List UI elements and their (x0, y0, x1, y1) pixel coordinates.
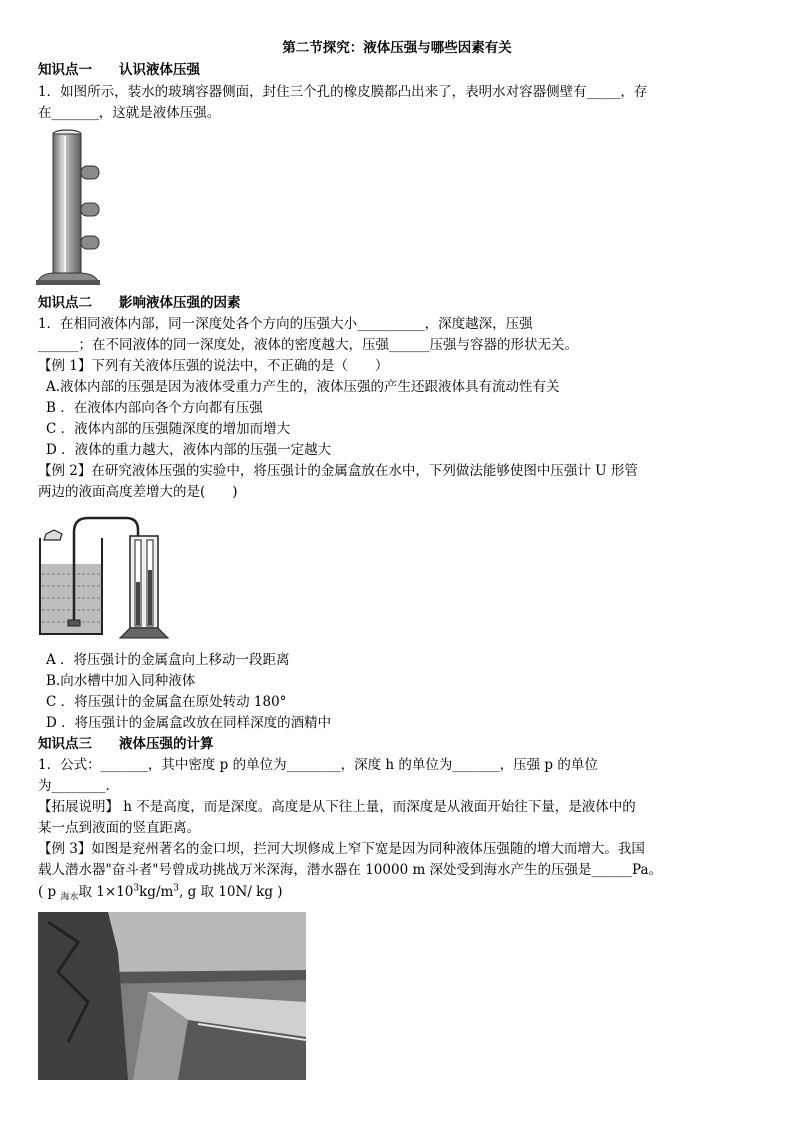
dam-photo (38, 912, 306, 1080)
k1-heading: 知识点一 认识液体压强 (38, 62, 200, 78)
k2-heading: 知识点二 影响液体压强的因素 (38, 295, 241, 311)
example1-stem: 【例 1】下列有关液体压强的说法中，不正确的是（ ） (38, 358, 389, 374)
example3-line1: 【例 3】如图是兖州著名的金口坝，拦河大坝修成上窄下宽是因为同种液体压强随的增大而增大。我国 (38, 841, 645, 857)
ex3-end: , g 取 10N/ kg ) (179, 884, 283, 900)
example3-line2: 载人潜水器"奋斗者"号曾成功挑战万米深海，潜水器在 10000 m 深处受到海水产生的压强是______Pa。 (38, 862, 663, 878)
pressure-gauge-figure (34, 512, 170, 644)
k1-q1-line1: 1．如图所示，装水的玻璃容器侧面，封住三个孔的橡皮膜都凸出来了，表明水对容器侧壁有_____，存 (38, 84, 648, 100)
ex3-sub-seawater: 海水 (60, 892, 79, 903)
extension-note-line2: 某一点到液面的竖直距离。 (38, 820, 200, 836)
k3-heading: 知识点三 液体压强的计算 (38, 736, 214, 752)
example1-option-a: A.液体内部的压强是因为液体受重力产生的，液体压强的产生还跟液体具有流动性有关 (46, 379, 560, 395)
ex3-sup-exponent: 3 (133, 883, 140, 894)
k2-q1-line2: ______；在不同液体的同一深度处，液体的密度越大，压强______压强与容器的形状无关。 (38, 337, 578, 353)
page-title: 第二节探究：液体压强与哪些因素有关 (282, 40, 512, 56)
ex3-mid2: kg/m (139, 884, 174, 900)
example2-option-b: B.向水槽中加入同种液体 (46, 673, 196, 689)
example2-stem-line2: 两边的液面高度差增大的是( ) (38, 484, 238, 500)
ex3-sup-unit: 3 (173, 883, 180, 894)
example3-line3 (38, 882, 774, 902)
ex3-mid: 取 1×10 (78, 884, 134, 900)
k3-q1-line1: 1．公式：_______，其中密度 p 的单位为________，深度 h 的单位为_______，压强 p 的单位 (38, 757, 598, 773)
example2-option-a: A ．将压强计的金属盒向上移动一段距离 (46, 652, 290, 668)
ex3-pre: ( p (38, 884, 61, 900)
example2-option-c: C ．将压强计的金属盒在原处转动 180° (46, 694, 287, 710)
example1-option-d: D ．液体的重力越大，液体内部的压强一定越大 (46, 442, 332, 458)
example1-option-c: C ．液体内部的压强随深度的增加而增大 (46, 421, 291, 437)
glass-container-figure (34, 126, 112, 288)
extension-note-line1: 【拓展说明】 h 不是高度，而是深度。高度是从下往上量，而深度是从液面开始往下量，是液体中的 (38, 799, 636, 815)
k3-q1-line2: 为________. (38, 778, 110, 794)
example2-stem-line1: 【例 2】在研究液体压强的实验中，将压强计的金属盒放在水中，下列做法能够使图中压强计 U 形管 (38, 463, 638, 479)
k1-q1-line2: 在_______，这就是液体压强。 (38, 105, 221, 121)
example1-option-b: B ．在液体内部向各个方向都有压强 (46, 400, 263, 416)
k2-q1-line1: 1．在相同液体内部，同一深度处各个方向的压强大小__________，深度越深，压强 (38, 316, 533, 332)
example2-option-d: D ．将压强计的金属盒改放在同样深度的酒精中 (46, 715, 332, 731)
